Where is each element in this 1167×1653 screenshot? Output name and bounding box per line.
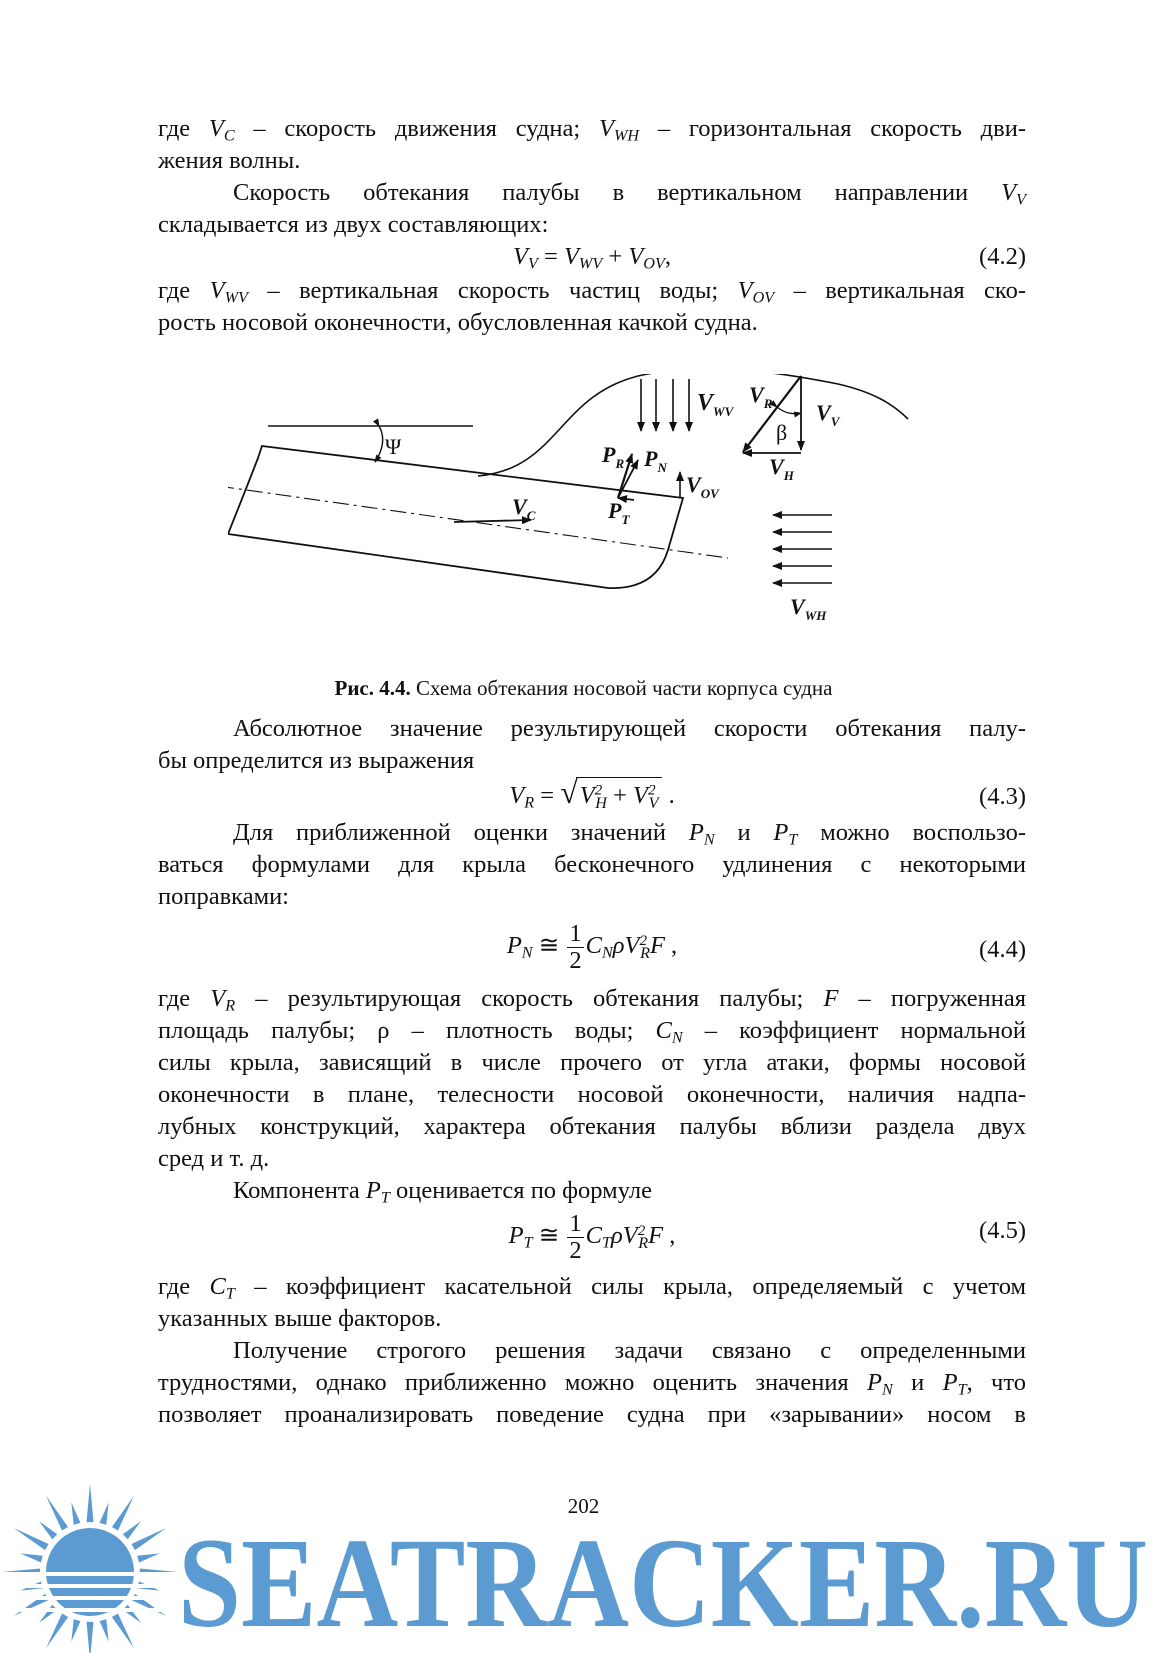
beta-label: β [776, 420, 788, 445]
pr-label: $P_R$ [602, 442, 625, 471]
sun-ray [46, 1613, 68, 1648]
paragraph-line: Для приближенной оценки значений $P_N$ и $P_T$ можно воспользо- [233, 819, 1026, 849]
sun-ray [71, 1619, 80, 1641]
paragraph-line: площадь палубы; ρ – плотность воды; $C_N$ – коэффициент нормальной [158, 1017, 1026, 1047]
paragraph-line: рость носовой оконечности, обусловленная качкой судна. [158, 309, 758, 336]
vc-arrow [454, 520, 531, 522]
paragraph-line: складывается из двух составляющих: [158, 211, 549, 238]
sun-ray [87, 1622, 94, 1653]
sun-ray [100, 1619, 109, 1641]
vv-label: $V_V$ [816, 400, 840, 429]
paragraph-line: указанных выше факторов. [158, 1305, 442, 1332]
paragraph-line: лубных конструкций, характера обтекания палубы вблизи раздела двух [158, 1113, 1026, 1140]
paragraph-line: позволяет проанализировать поведение судна при «зарывании» носом в [158, 1401, 1026, 1428]
figure-caption: Рис. 4.4. Схема обтекания носовой части корпуса судна [334, 676, 833, 700]
equation-number: (4.4) [979, 936, 1026, 963]
figure-4-4 [228, 374, 928, 646]
paragraph-line: Компонента $P_T$ оценивается по формуле [233, 1177, 652, 1207]
equation-4-2: $V_V = V_{WV} + V_{OV}$, (4.2) [513, 243, 1026, 273]
equation-4-5: $P_T$ ≅ $\frac{1}{2}$ $C_T\rho V^2_RF$ , (4.5) [508, 1210, 1026, 1264]
paragraph-line: трудностями, однако приближенно можно оценить значения $P_N$ и $P_T$, что [158, 1369, 1026, 1399]
paragraph-line: жения волны. [158, 147, 301, 174]
paragraph-line: ваться формулами для крыла бесконечного удлинения с некоторыми [158, 851, 1026, 878]
sun-ray [100, 1502, 109, 1524]
paragraph-line: Получение строгого решения задачи связано с определенными [233, 1337, 1026, 1364]
equation-4-3: $V_R = √V^2_H + V^2_V$ . (4.3) [509, 775, 1026, 812]
paragraph-line: где $V_R$ – результирующая скорость обтекания палубы; F – погруженная [158, 985, 1027, 1015]
beta-angle-arc [777, 407, 801, 414]
sun-ray [71, 1502, 80, 1524]
upper-text [158, 113, 1026, 339]
paragraph-line: силы крыла, зависящий в числе прочего от угла атаки, формы носовой [158, 1049, 1026, 1076]
sun-ray [123, 1605, 141, 1623]
paragraph-line: где $C_T$ – коэффициент касательной силы крыла, определяемый с учетом [158, 1273, 1027, 1303]
paragraph-line: где $V_C$ – скорость движения судна; $V_{WH}$ – горизонтальная скорость дви- [158, 115, 1026, 145]
lower-text [158, 713, 1026, 1431]
vc-label: $V_C$ [512, 494, 536, 523]
vr-label: $V_R$ [749, 382, 773, 411]
psi-label: Ψ [385, 434, 402, 459]
sun-ray [46, 1496, 68, 1531]
psi-angle-arc [375, 426, 383, 462]
equation-number: (4.3) [979, 783, 1026, 810]
sun-ray [39, 1605, 57, 1623]
wave-surface [478, 374, 908, 476]
vwh-label: $V_{WH}$ [790, 594, 827, 623]
sun-ray [39, 1521, 57, 1539]
paragraph-line: где $V_{WV}$ – вертикальная скорость частиц воды; $V_{OV}$ – вертикальная ско- [158, 277, 1026, 307]
equation-number: (4.5) [979, 1217, 1026, 1244]
sun-ray [14, 1528, 49, 1550]
paragraph-line: поправками: [158, 883, 289, 910]
paragraph-line: сред и т. д. [158, 1145, 270, 1172]
vov-label: $V_{OV}$ [686, 472, 719, 501]
sun-ray [112, 1496, 134, 1531]
paragraph-line: Скорость обтекания палубы в вертикальном направлении $V_V$ [233, 179, 1026, 209]
sun-ray [123, 1521, 141, 1539]
paragraph-line: Абсолютное значение результирующей скорости обтекания палу- [233, 715, 1026, 742]
equation-number: (4.2) [979, 243, 1026, 270]
vwv-label: $V_{WV}$ [697, 390, 734, 419]
pn-label: $P_N$ [644, 446, 667, 475]
paragraph-line: бы определится из выражения [158, 747, 475, 774]
sun-ray [112, 1613, 134, 1648]
sun-ray [20, 1553, 42, 1562]
sun-ray [131, 1528, 166, 1550]
pt-label: $P_T$ [608, 498, 630, 527]
sun-icon [0, 1484, 190, 1653]
sun-ray [137, 1553, 159, 1562]
equation-4-4: $P_N$ ≅ $\frac{1}{2}$ $C_N\rho V^2_RF$ , (4.4) [506, 920, 1026, 974]
watermark-banner [0, 1480, 1167, 1653]
page-number: 202 [567, 1494, 600, 1518]
watermark-text: SEATRACKER.RU [178, 1512, 1148, 1653]
sun-ray [87, 1484, 94, 1522]
paragraph-line: оконечности в плане, телесности носовой оконечности, наличия надпа- [158, 1081, 1026, 1108]
vh-label: $V_H$ [769, 454, 794, 483]
